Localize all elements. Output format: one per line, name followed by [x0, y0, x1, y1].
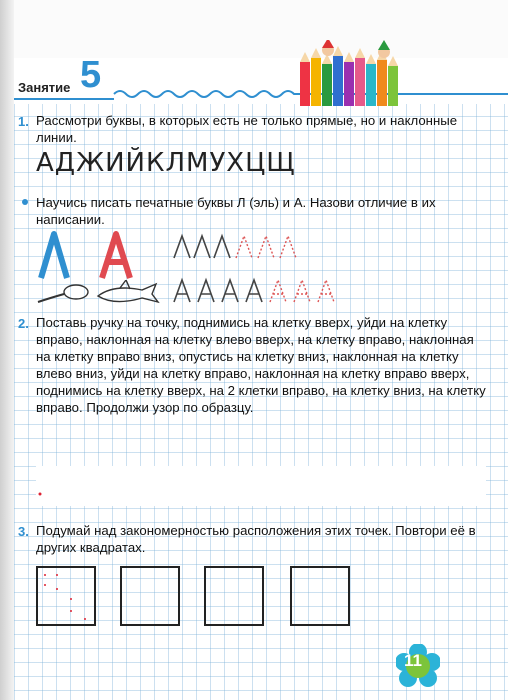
task-number: 2. — [18, 316, 29, 331]
pattern-start-dots — [36, 466, 486, 506]
header-wave-line — [14, 88, 508, 102]
letter-a-practice-row — [170, 276, 360, 306]
lesson-number: 5 — [80, 54, 102, 96]
pattern-dot — [44, 574, 46, 576]
page-number: 11 — [404, 651, 422, 670]
task-text: Научись писать печатные буквы Л (эль) и А. Назови отличие в их написании. — [36, 195, 436, 227]
task-text: Рассмотри буквы, в которых есть не только прямые, но и наклонные линии. — [36, 113, 458, 145]
pattern-dot — [44, 584, 46, 586]
letter-writing-examples — [36, 230, 146, 286]
bullet-marker — [22, 199, 28, 205]
pattern-dot — [84, 618, 86, 620]
task-number: 1. — [18, 114, 29, 129]
empty-square[interactable] — [120, 566, 180, 626]
pattern-dot — [56, 588, 58, 590]
lesson-label: Занятие — [18, 80, 71, 95]
empty-square[interactable] — [290, 566, 350, 626]
task-text: Подумай над закономерностью расположения этих точек. Повтори её в других квадратах. — [36, 523, 476, 555]
shark-picture — [94, 280, 162, 308]
pattern-dot — [56, 574, 58, 576]
page-spine — [0, 0, 14, 700]
pencils-illustration — [298, 40, 406, 106]
task-number: 3. — [18, 524, 29, 539]
empty-square[interactable] — [204, 566, 264, 626]
pattern-dot — [70, 598, 72, 600]
letter-l-practice-row — [170, 232, 330, 262]
letters-row: АДЖИЙКЛМУХЦЩ — [36, 148, 296, 178]
pattern-dot — [70, 610, 72, 612]
task-text: Поставь ручку на точку, поднимись на клетку вверх, уйди на клетку вправо, наклонная на клетку влево вверх, на клетку вправо, наклонная на клетку вправо вниз, опустись на клетку вниз, наклонная на клетку влево вниз, уйди на клетку вправо, наклонная на клетку вправо вверх, поднимись на клетку вверх, на 2 клетки вправо, на клетку вниз, на клетку вправо. Продолжи узор по образцу. — [36, 315, 486, 415]
dot-square-sample — [36, 566, 96, 626]
spoon-picture — [36, 282, 92, 306]
